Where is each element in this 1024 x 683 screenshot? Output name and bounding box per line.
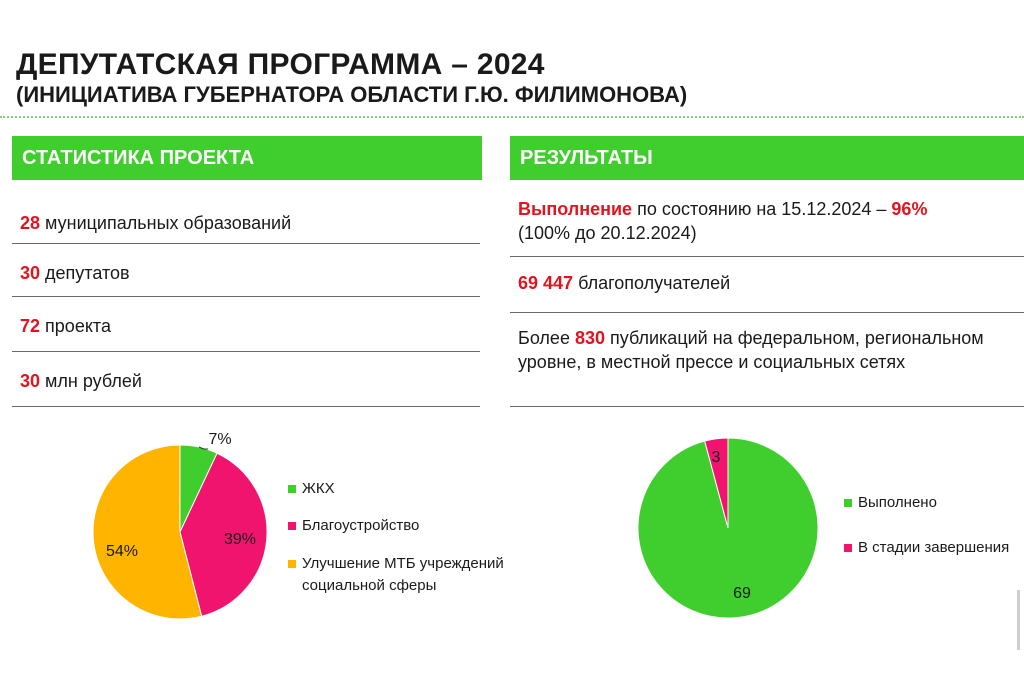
completion-percent: 96% <box>891 199 928 219</box>
beneficiaries-value: 69 447 <box>518 273 574 293</box>
legend-item-done <box>844 492 937 514</box>
results-heading: РЕЗУЛЬТАТЫ <box>510 136 1024 180</box>
pie-data-label-0-0: 7% <box>208 431 232 448</box>
beneficiaries-label: благополучателей <box>578 273 731 293</box>
stat-label: муниципальных образований <box>45 213 292 233</box>
completion-text: по состоянию на 15.12.2024 – <box>637 199 887 219</box>
pie-data-label-1-0: 69 <box>733 585 751 602</box>
legend-item-mtb <box>288 553 504 597</box>
legend-label: Благоустройство <box>302 517 420 534</box>
pie-data-label-1-1: 3 <box>711 449 721 466</box>
stats-heading: СТАТИСТИКА ПРОЕКТА <box>12 136 482 180</box>
completion-label: Выполнение <box>518 199 633 219</box>
page-subtitle: (ИНИЦИАТИВА ГУБЕРНАТОРА ОБЛАСТИ Г.Ю. ФИЛИМОНОВА) <box>16 82 688 107</box>
stat-label: млн рублей <box>45 371 142 391</box>
page-title: ДЕПУТАТСКАЯ ПРОГРАММА – 2024 <box>16 48 545 81</box>
legend-swatch <box>288 485 296 493</box>
legend-label: Выполнено <box>858 494 937 511</box>
stat-value: 30 <box>20 371 41 391</box>
publications-value: 830 <box>574 328 606 348</box>
legend-item-zhkh <box>288 478 335 500</box>
legend-swatch <box>844 544 852 552</box>
stat-value: 28 <box>20 213 41 233</box>
legend-swatch <box>288 522 296 530</box>
stat-value: 72 <box>20 316 41 336</box>
legend-label: В стадии завершения <box>858 539 1010 556</box>
legend-item-finishing <box>844 537 1009 559</box>
publications-line2: уровне, в местной прессе и социальных сетях <box>518 352 906 372</box>
legend-label: Улучшение МТБ учреждений <box>302 555 504 572</box>
stat-value: 30 <box>20 263 41 283</box>
pie-data-label-0-1: 39% <box>223 531 257 548</box>
publications-prefix: Более <box>518 328 570 348</box>
completion-note: (100% до 20.12.2024) <box>518 223 697 243</box>
scrollbar-hint <box>1017 590 1020 650</box>
publications-line1: публикаций на федеральном, региональном <box>610 328 984 348</box>
legend-item-blagoustroystvo <box>288 515 419 537</box>
pie-data-label-0-2: 54% <box>105 543 139 560</box>
stat-label: проекта <box>45 316 111 336</box>
stat-label: депутатов <box>45 263 130 283</box>
legend-label: социальной сферы <box>302 577 437 594</box>
legend-label: ЖКХ <box>302 480 335 497</box>
legend-swatch <box>288 560 296 568</box>
legend-swatch <box>844 499 852 507</box>
